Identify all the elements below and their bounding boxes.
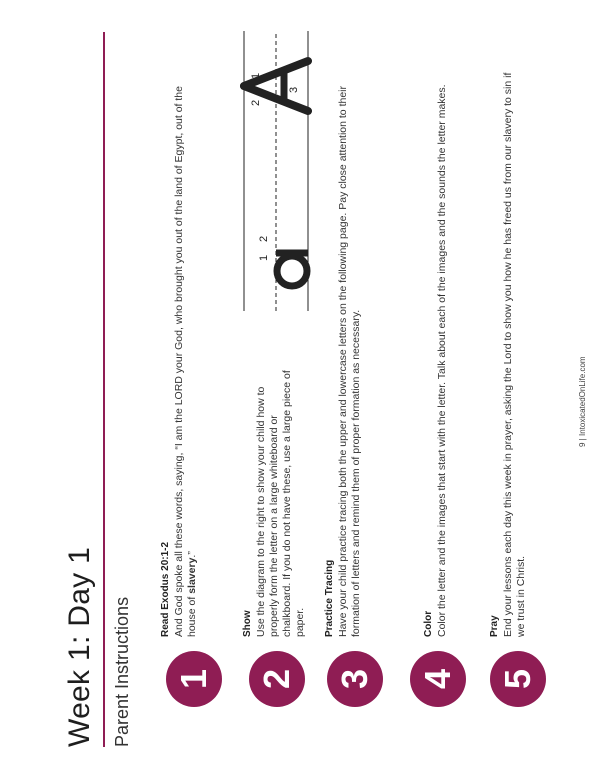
step-heading: Show bbox=[242, 610, 253, 637]
step-5 bbox=[487, 17, 557, 747]
step-4 bbox=[405, 17, 475, 747]
step-number-badge: 1 bbox=[166, 651, 222, 707]
step-text-part: And God spoke all these words, saying, “I am the LORD your God, who brought you out of the land of Egypt, out of the house of bbox=[173, 86, 198, 637]
stroke-number-label: 2 bbox=[258, 235, 270, 242]
step-text-emphasis: slavery bbox=[186, 557, 198, 594]
step-text bbox=[173, 62, 199, 637]
step-text: Have your child practice tracing both the upper and lowercase letters on the following page. Pay close attention to their formation of letters and remind them of proper formation as necessary. bbox=[337, 86, 362, 637]
lowercase-a-bowl bbox=[277, 256, 307, 286]
stroke-number-label: 3 bbox=[288, 86, 300, 93]
step-3 bbox=[318, 17, 388, 747]
step-1 bbox=[160, 17, 230, 747]
letter-formation-diagram bbox=[236, 31, 314, 311]
page-subtitle: Parent Instructions bbox=[112, 596, 132, 747]
step-number-badge: 4 bbox=[410, 651, 466, 707]
step-heading: Color bbox=[423, 610, 434, 637]
step-text: Use the diagram to the right to show your child how to properly form the letter on a large whiteboard or chalkboard. If you do not have these, use a large piece of paper. bbox=[255, 370, 306, 637]
stroke-number-label: 2 bbox=[250, 99, 262, 106]
step-heading: Pray bbox=[489, 615, 500, 637]
header-divider bbox=[103, 32, 105, 747]
stroke-number-label: 1 bbox=[250, 72, 262, 79]
step-text-part: .” bbox=[186, 551, 198, 558]
step-number-badge: 2 bbox=[249, 651, 305, 707]
page-footer: 9 | IntoxicatedOnLife.com bbox=[578, 356, 587, 447]
step-number-badge: 3 bbox=[327, 651, 383, 707]
step-text: End your lessons each day this week in prayer, asking the Lord to show you how he has freed us from our slavery to sin if we trust in Christ. bbox=[502, 72, 527, 637]
step-text: Color the letter and the images that start with the letter. Talk about each of the images and the sounds the letter makes. bbox=[436, 84, 448, 637]
stroke-number-label: 1 bbox=[258, 254, 270, 261]
step-number-badge: 5 bbox=[490, 651, 546, 707]
step-heading: Practice Tracing bbox=[324, 559, 335, 637]
step-heading: Read Exodus 20:1-2 bbox=[160, 541, 171, 637]
page-title: Week 1: Day 1 bbox=[63, 546, 96, 747]
letter-a-diagram-svg bbox=[236, 31, 314, 311]
